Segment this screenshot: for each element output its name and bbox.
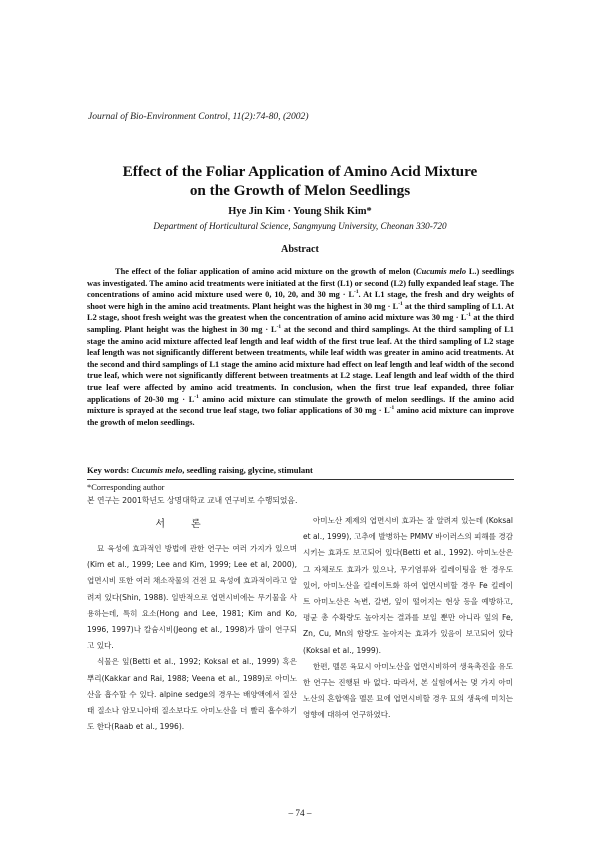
corresponding-author-note: *Corresponding author (87, 483, 165, 492)
body-paragraph: 묘 육성에 효과적인 방법에 관한 연구는 여러 가지가 있으며(Kim et al., 1999; Lee and Kim, 1999; Lee et al, 2000), 엽면시비 또한 여러 채소작물의 건전 묘 육성에 효과적이라고 알려져 있다(Shin, 1988). 일반적으로 엽면시비에는 무기물을 사용하는데, 특히 요소(Hong and Lee, 1981; Kim and Ko, 1996, 1997)나 칼슘시비(Jeong et al., 1998)가 많이 연구되고 있다. (87, 544, 297, 651)
body-paragraph: 한편, 멜론 육묘시 아미노산을 엽면시비하여 생육촉진을 유도한 연구는 진행된 바 없다. 따라서, 본 실험에서는 몇 가지 아미노산의 혼합액을 멜론 묘에 엽면시비할 경우 묘의 생육에 미치는 영향에 대하여 연구하였다. (303, 661, 513, 720)
title-line-2: on the Growth of Melon Seedlings (189, 182, 411, 199)
keywords-line: Key words: Cucumis melo, seedling raising, glycine, stimulant (87, 465, 313, 475)
title-line-1: Effect of the Foliar Application of Amino Acid Mixture (122, 163, 478, 180)
author-list: Hye Jin Kim · Young Shik Kim* (228, 206, 372, 217)
page-number: – 74 – (288, 808, 312, 818)
body-paragraph: 식물은 잎(Betti et al., 1992; Koksal et al., 1999) 혹은 뿌리(Kakkar and Rai, 1988; Veena et al., 1989)로 아미노산을 흡수할 수 있다. alpine sedge의 경우는 배양액에서 질산태 질소나 암모니아태 질소보다도 아미노산을 더 빨리 흡수하기도 한다(Raab et al., 1996). (87, 657, 297, 732)
section-heading-introduction: 서론 (155, 519, 227, 530)
body-paragraph: 아미노산 제제의 엽면시비 효과는 잘 알려져 있는데 (Koksal et al., 1999), 고추에 발병하는 PMMV 바이러스의 피해를 경감시키는 효과도 보고되어 있다(Betti et al., 1992). 아미노산은 그 자체로도 효과가 있으나, 무기염류와 킬레이팅을 한 경우도 있어, 아미노산을 킬레이트화 하여 엽면시비할 경우 Fe 킬레이트 아미노산은 녹변, 갈변, 잎이 떨어지는 현상 등을 예방하고, 평균 총 수확량도 높아지는 결과를 보일 뿐만 아니라 잎의 Fe, Zn, Cu, Mn의 함량도 높아지는 효과가 있음이 보고되어 있다(Koksal et al., 1999). (303, 516, 513, 655)
species-name: Cucumis melo (416, 267, 467, 276)
body-column-right (303, 513, 513, 724)
body-column-left (87, 541, 297, 735)
paper-title (60, 162, 540, 200)
author-affiliation: Department of Horticultural Science, Sangmyung University, Cheonan 330-720 (153, 221, 447, 231)
abstract-heading: Abstract (281, 244, 319, 255)
abstract-text: The effect of the foliar application of amino acid mixture on the growth of melon (Cucumis melo L.) seedlings was investigated. The amino acid treatments were initiated at the first (L1) or second (L2) fully expanded leaf stage. The concentrations of amino acid mixture used were 0, 10, 20, and 30 mg · $L^{-1}$. At L1 stage, the fresh and dry weights of shoot were high in the amino acid treatments. Plant height was the highest in 30 mg · $L^{-1}$ at the third sampling of L1. At L2 stage, shoot fresh weight was the greatest when the concentration of amino acid mixture was 30 mg · $L^{-1}$ at the third sampling. Plant height was the highest in 30 mg · $L^{-1}$ at the second and third samplings. At the third sampling of L1 stage the amino acid mixture affected leaf length and leaf width of the first true leaf. At the third sampling of L2 stage leaf length was not significantly different between treatments, while leaf width was greater in amino acid treatments. At the second and third samplings of L1 stage the amino acid mixture had effect on leaf length and leaf width of the second true leaf, which were not significantly different between treatments at L2 stage. Leaf length and leaf width of the third true leaf were affected by amino acid treatments. In conclusion, when the first true leaf expanded, three foliar applications of 20-30 mg · $L^{-1}$ amino acid mixture can stimulate the growth of melon seedlings. If the amino acid mixture is sprayed at the second true leaf stage, two foliar applications of 30 mg · $L^{-1}$ amino acid mixture can improve the growth of melon seedlings. (87, 267, 515, 427)
funding-note: 본 연구는 2001학년도 상명대학교 교내 연구비로 수행되었음. (87, 496, 298, 505)
journal-citation: Journal of Bio-Environment Control, 11(2):74-80, (2002) (88, 111, 309, 122)
footnote-divider (87, 479, 514, 480)
